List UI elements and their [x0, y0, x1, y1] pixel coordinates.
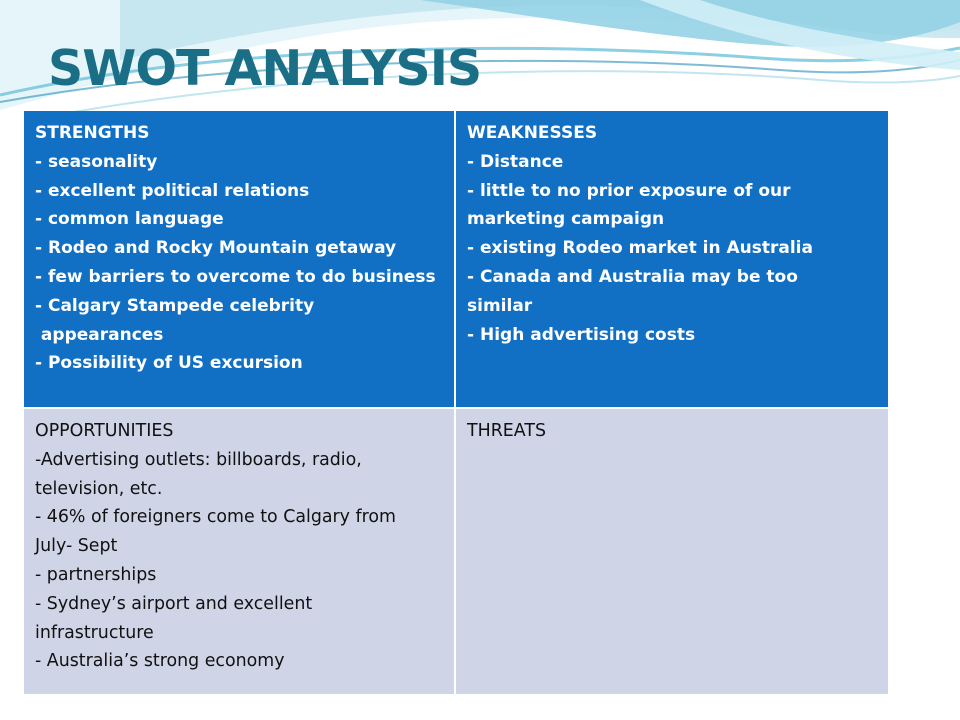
weaknesses-item: - Canada and Australia may be too [467, 266, 798, 287]
opportunities-item: infrastructure [35, 622, 154, 643]
strengths-item: appearances [35, 324, 164, 345]
strengths-item: - seasonality [35, 151, 158, 172]
opportunities-heading: OPPORTUNITIES [35, 421, 174, 441]
opportunities-item: television, etc. [35, 478, 163, 499]
strengths-item: - common language [35, 209, 224, 230]
opportunities-item: - partnerships [35, 564, 157, 585]
weaknesses-item: - Distance [467, 151, 564, 172]
weaknesses-item: - High advertising costs [467, 324, 696, 345]
weaknesses-item: similar [467, 295, 533, 316]
opportunities-item: -Advertising outlets: billboards, radio, [35, 449, 362, 470]
opportunities-cell [24, 409, 456, 694]
strengths-heading: STRENGTHS [35, 123, 150, 143]
weaknesses-heading: WEAKNESSES [467, 123, 598, 143]
weaknesses-item: - existing Rodeo market in Australia [467, 238, 813, 259]
opportunities-item: - Sydney’s airport and excellent [35, 593, 313, 614]
opportunities-item: July- Sept [35, 536, 118, 557]
swot-table [24, 111, 888, 694]
weaknesses-item: marketing campaign [467, 209, 665, 230]
strengths-item: - few barriers to overcome to do business [35, 266, 436, 287]
threats-cell [456, 409, 888, 694]
strengths-cell [24, 111, 456, 409]
opportunities-item: - Australia’s strong economy [35, 651, 285, 672]
weaknesses-cell [456, 111, 888, 409]
slide-title: SWOT ANALYSIS [48, 40, 482, 97]
strengths-item: - Possibility of US excursion [35, 353, 303, 374]
strengths-item: - Calgary Stampede celebrity [35, 295, 315, 316]
threats-heading: THREATS [467, 421, 546, 441]
strengths-item: - excellent political relations [35, 180, 310, 201]
strengths-item: - Rodeo and Rocky Mountain getaway [35, 238, 397, 259]
opportunities-item: - 46% of foreigners come to Calgary from [35, 507, 396, 528]
weaknesses-item: - little to no prior exposure of our [467, 180, 791, 201]
